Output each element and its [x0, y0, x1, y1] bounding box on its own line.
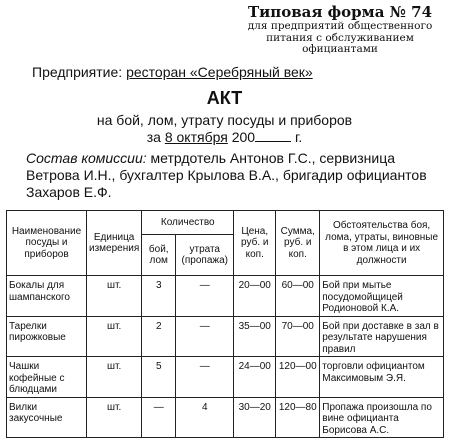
cell-unit: шт.: [87, 276, 142, 317]
form-subtitle-line-3: официантами: [302, 43, 378, 55]
damage-table: [6, 210, 444, 438]
act-year-blank: [255, 128, 291, 142]
form-number-title: Типовая форма № 74: [247, 3, 433, 21]
cell-lost: 4: [176, 397, 234, 438]
act-date: 8 октября: [164, 129, 228, 145]
header-lost: утрата (пропажа): [176, 235, 234, 276]
cell-unit: шт.: [87, 357, 142, 398]
cell-note: Пропажа произошла по вине официанта Борисова А.С.: [320, 397, 444, 438]
table-row: [7, 357, 444, 398]
header-circumstances: Обстоятельства боя, лома, утраты, виновные в этом лица и их должности: [320, 211, 444, 276]
cell-price: 24—00: [234, 357, 276, 398]
cell-sum: 120—00: [276, 357, 320, 398]
cell-sum: 70—00: [276, 316, 320, 357]
cell-note: Бой при мытье посудомойщицей Родионовой К.А.: [320, 276, 444, 317]
commission-label: Состав комиссии:: [26, 150, 147, 166]
act-date-suffix: г.: [294, 129, 303, 145]
cell-sum: 60—00: [276, 276, 320, 317]
cell-lost: —: [176, 316, 234, 357]
cell-broken: —: [142, 397, 176, 438]
act-date-line: [0, 128, 449, 145]
cell-unit: шт.: [87, 316, 142, 357]
table-row: [7, 397, 444, 438]
form-subtitle-line-1: для предприятий общественного: [247, 20, 433, 32]
header-price: Цена, руб. и коп.: [234, 211, 276, 276]
act-subject: на бой, лом, утрату посуды и приборов: [96, 112, 353, 128]
table-row: [7, 276, 444, 317]
cell-name: Бокалы для шампанского: [7, 276, 87, 317]
cell-sum: 120—80: [276, 397, 320, 438]
cell-broken: 2: [142, 316, 176, 357]
cell-price: 20—00: [234, 276, 276, 317]
form-title-block: [245, 4, 435, 56]
header-name: Наименование посуды и приборов: [7, 211, 87, 276]
cell-lost: —: [176, 357, 234, 398]
act-title: АКТ: [206, 88, 243, 108]
cell-lost: —: [176, 276, 234, 317]
cell-broken: 3: [142, 276, 176, 317]
cell-note: торговли официантом Максимовым Э.Я.: [320, 357, 444, 398]
cell-name: Вилки закусочные: [7, 397, 87, 438]
cell-unit: шт.: [87, 397, 142, 438]
act-date-prefix: за: [146, 129, 161, 145]
act-year: 200: [231, 129, 256, 145]
enterprise-label: Предприятие:: [32, 64, 123, 80]
enterprise-line: [32, 64, 313, 80]
cell-name: Чашки кофейные с блюдцами: [7, 357, 87, 398]
cell-note: Бой при доставке в зал в результате нарушения правил: [320, 316, 444, 357]
header-quantity: Количество: [142, 211, 234, 235]
cell-name: Тарелки пирожковые: [7, 316, 87, 357]
cell-price: 35—00: [234, 316, 276, 357]
commission-block: [26, 150, 436, 201]
cell-price: 30—20: [234, 397, 276, 438]
header-unit: Единица измерения: [87, 211, 142, 276]
header-sum: Сумма, руб. и коп.: [276, 211, 320, 276]
header-broken: бой, лом: [142, 235, 176, 276]
enterprise-value: ресторан «Серебряный век»: [126, 64, 313, 80]
form-subtitle-line-2: питания с обслуживанием: [266, 31, 414, 44]
cell-broken: 5: [142, 357, 176, 398]
commission-text: метрдотель Антонов Г.С., сервизница Ветрова И.Н., бухгалтер Крылова В.А., бригадир официантов Захаров Е.Ф.: [26, 150, 427, 200]
table-row: [7, 316, 444, 357]
